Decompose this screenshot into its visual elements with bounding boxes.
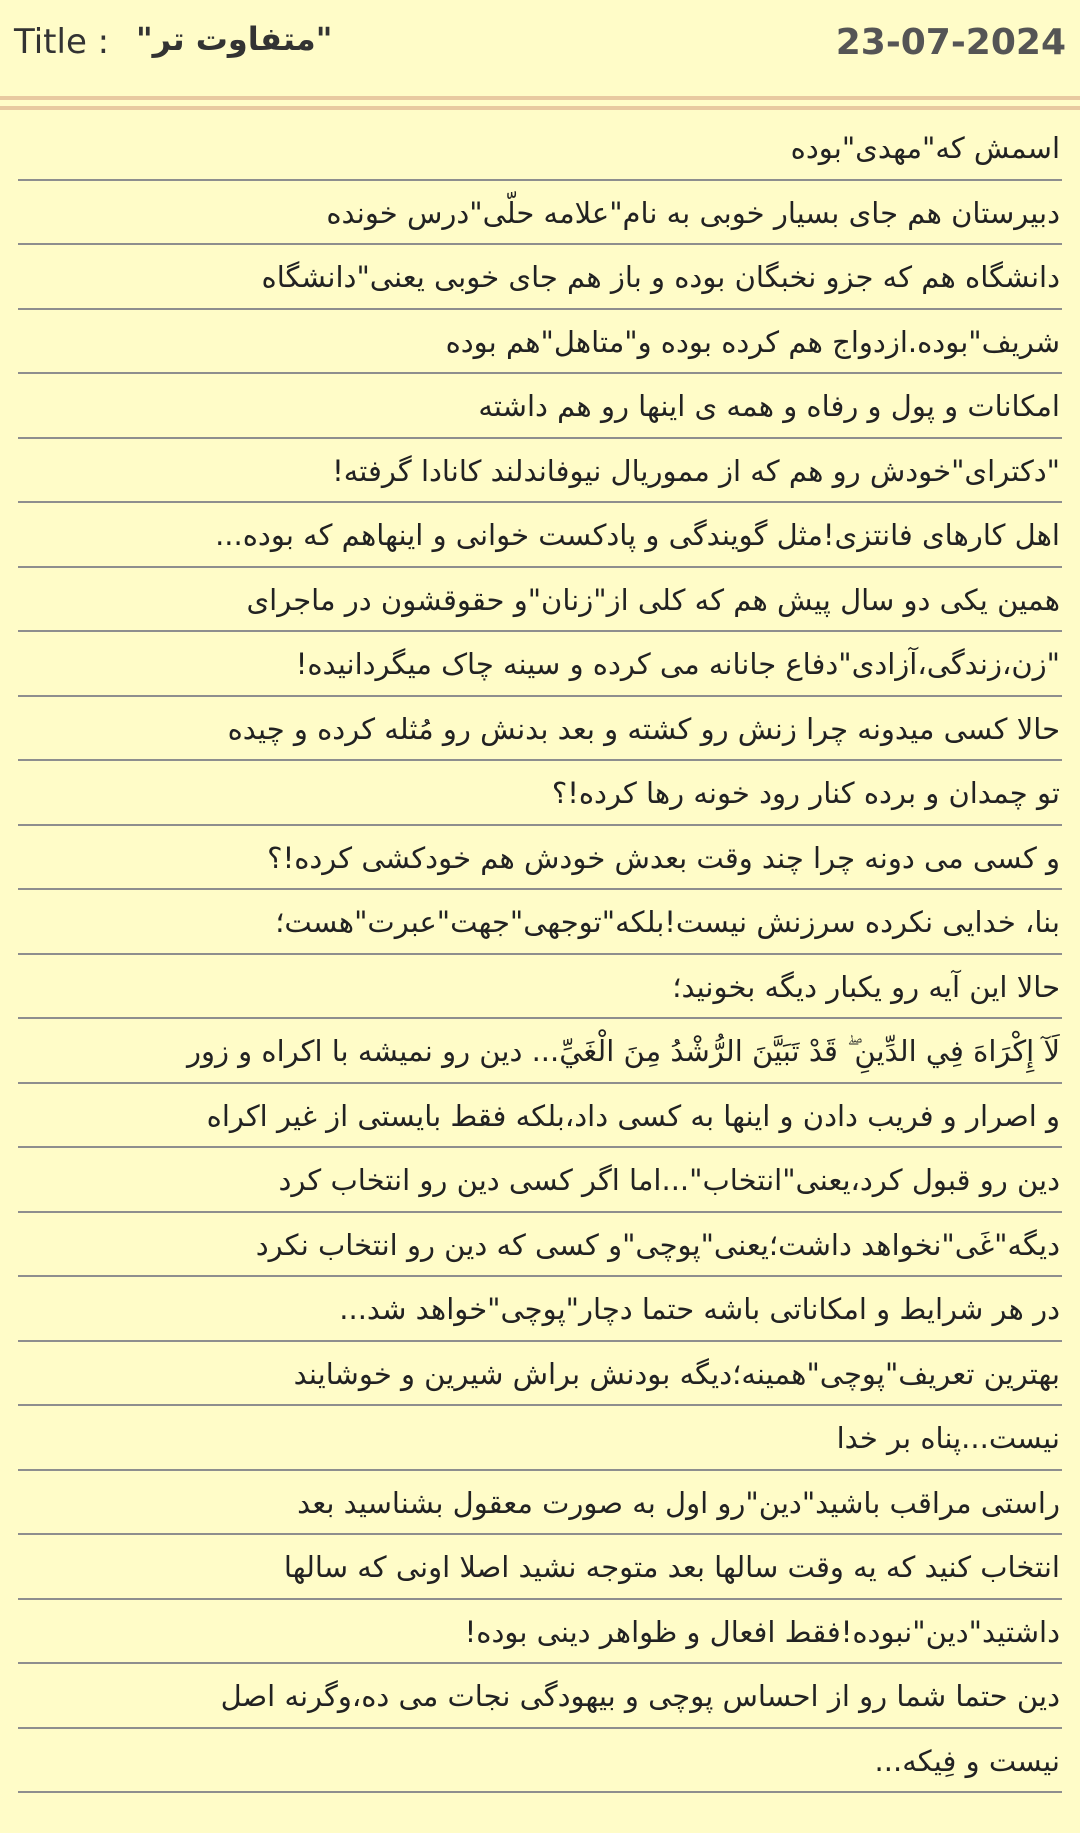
- note-line[interactable]: امکانات و پول و رفاه و همه ی اینها رو هم داشته: [18, 374, 1062, 439]
- note-line[interactable]: نیست...پناه بر خدا: [18, 1406, 1062, 1471]
- note-line[interactable]: راستی مراقب باشید"دین"رو اول به صورت معقول بشناسید بعد: [18, 1471, 1062, 1536]
- note-title[interactable]: "متفاوت تر": [136, 20, 333, 58]
- note-body[interactable]: [18, 116, 1062, 1793]
- note-line[interactable]: همین یکی دو سال پیش هم که کلی از"زنان"و حقوقشون در ماجرای: [18, 568, 1062, 633]
- note-header: [0, 0, 1080, 96]
- note-line[interactable]: انتخاب کنید که یه وقت سالها بعد متوجه نشید اصلا اونی که سالها: [18, 1535, 1062, 1600]
- note-line[interactable]: لَآ إِكْرَاهَ فِي الدِّينِ ۖ قَدْ تَبَيَّنَ الرُّشْدُ مِنَ الْغَيِّ... دین رو نمیشه با اکراه و زور: [18, 1019, 1062, 1084]
- note-line[interactable]: دین رو قبول کرد،یعنی"انتخاب"...اما اگر کسی دین رو انتخاب کرد: [18, 1148, 1062, 1213]
- note-line[interactable]: "زن،زندگی،آزادی"دفاع جانانه می کرده و سینه چاک میگردانیده!: [18, 632, 1062, 697]
- note-line[interactable]: دین حتما شما رو از احساس پوچی و بیهودگی نجات می ده،وگرنه اصل: [18, 1664, 1062, 1729]
- note-date: 23-07-2024: [835, 22, 1066, 63]
- note-line[interactable]: اسمش که"مهدی"بوده: [18, 116, 1062, 181]
- note-line[interactable]: داشتید"دین"نبوده!فقط افعال و ظواهر دینی بوده!: [18, 1600, 1062, 1665]
- header-divider-top: [0, 96, 1080, 100]
- note-line[interactable]: نیست و فِیکه...: [18, 1729, 1062, 1794]
- note-line[interactable]: دیگه"غَی"نخواهد داشت؛یعنی"پوچی"و کسی که دین رو انتخاب نکرد: [18, 1213, 1062, 1278]
- note-line[interactable]: دانشگاه هم که جزو نخبگان بوده و باز هم جای خوبی یعنی"دانشگاه: [18, 245, 1062, 310]
- note-line[interactable]: و کسی می دونه چرا چند وقت بعدش خودش هم خودکشی کرده!؟: [18, 826, 1062, 891]
- header-divider-bottom: [0, 106, 1080, 110]
- note-line[interactable]: دبیرستان هم جای بسیار خوبی به نام"علامه حلّی"درس خونده: [18, 181, 1062, 246]
- title-label: Title :: [14, 22, 110, 62]
- note-line[interactable]: حالا این آیه رو یکبار دیگه بخونید؛: [18, 955, 1062, 1020]
- note-line[interactable]: بهترین تعریف"پوچی"همینه؛دیگه بودنش براش شیرین و خوشایند: [18, 1342, 1062, 1407]
- note-line[interactable]: شریف"بوده.ازدواج هم کرده بوده و"متاهل"هم بوده: [18, 310, 1062, 375]
- note-line[interactable]: در هر شرایط و امکاناتی باشه حتما دچار"پوچی"خواهد شد...: [18, 1277, 1062, 1342]
- note-line[interactable]: حالا کسی میدونه چرا زنش رو کشته و بعد بدنش رو مُثله کرده و چیده: [18, 697, 1062, 762]
- note-line[interactable]: اهل کارهای فانتزی!مثل گویندگی و پادکست خوانی و اینهاهم که بوده...: [18, 503, 1062, 568]
- note-line[interactable]: و اصرار و فریب دادن و اینها به کسی داد،بلکه فقط بایستی از غیر اکراه: [18, 1084, 1062, 1149]
- note-line[interactable]: تو چمدان و برده کنار رود خونه رها کرده!؟: [18, 761, 1062, 826]
- note-line[interactable]: بنا، خدایی نکرده سرزنش نیست!بلکه"توجهی"جهت"عبرت"هست؛: [18, 890, 1062, 955]
- note-line[interactable]: "دکترای"خودش رو هم که از مموریال نیوفاندلند کانادا گرفته!: [18, 439, 1062, 504]
